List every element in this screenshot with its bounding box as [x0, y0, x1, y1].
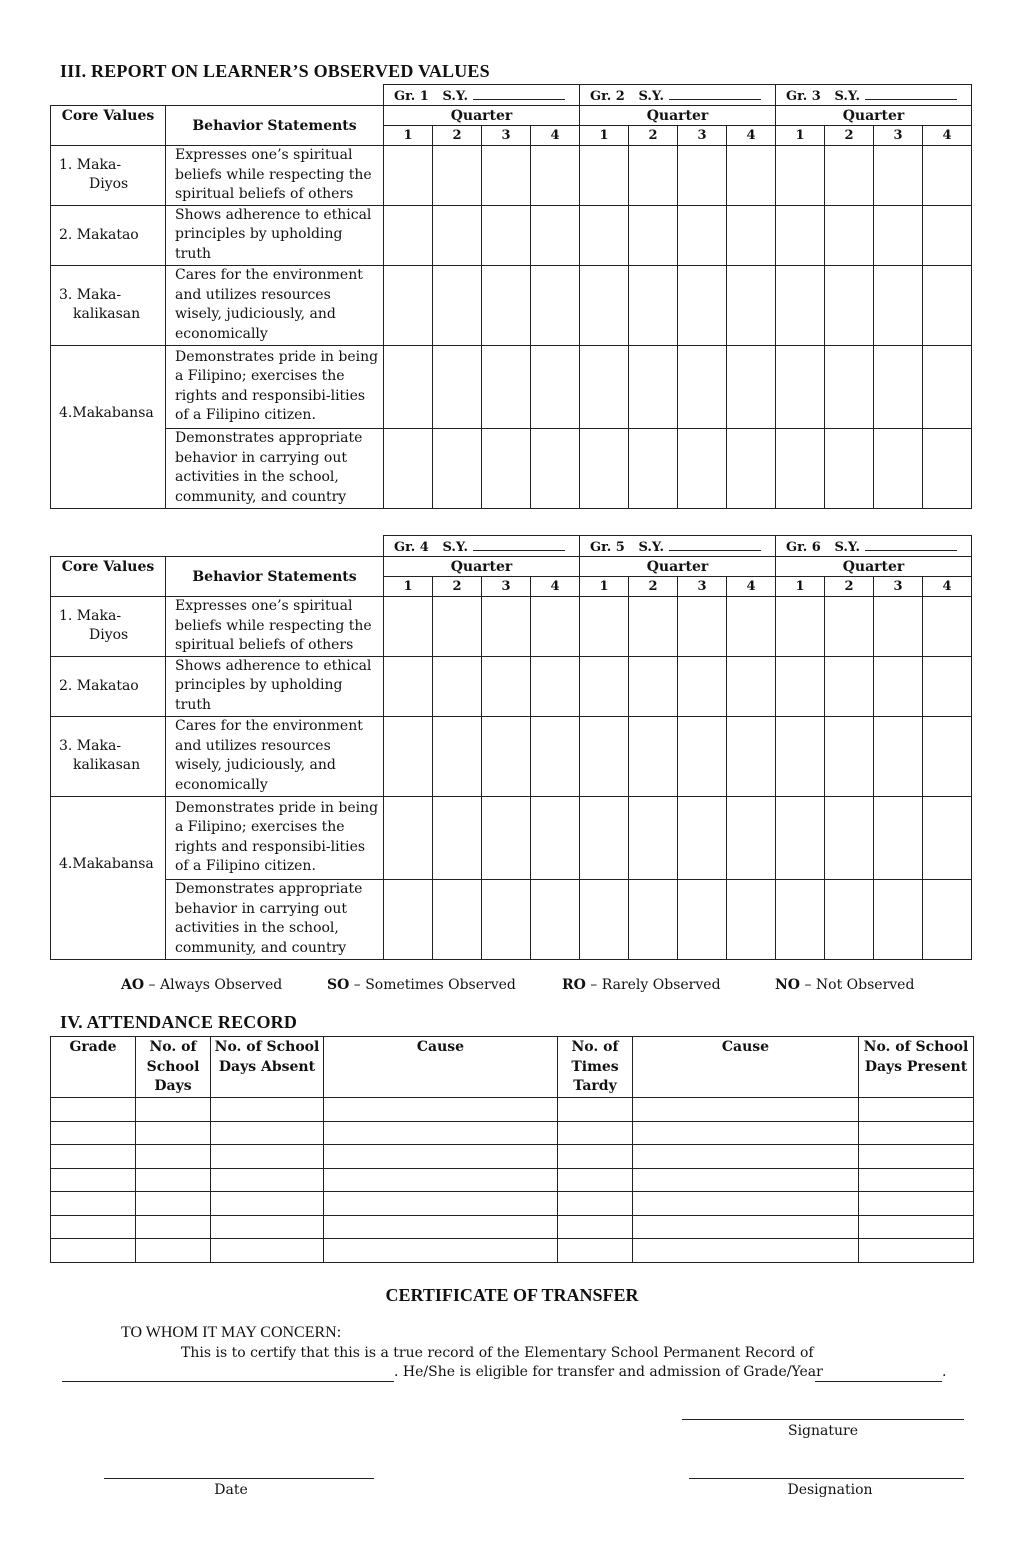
attendance-cell[interactable]	[211, 1145, 324, 1169]
legend-ao: AO – Always Observed	[121, 977, 283, 993]
attendance-cell[interactable]	[324, 1192, 558, 1216]
attendance-cell[interactable]	[51, 1121, 136, 1145]
attendance-cell[interactable]	[633, 1168, 859, 1192]
attendance-cell[interactable]	[324, 1168, 558, 1192]
rating-cell[interactable]	[727, 796, 776, 879]
header-cause-tardy: Cause	[633, 1037, 859, 1098]
attendance-cell[interactable]	[859, 1145, 974, 1169]
attendance-cell[interactable]	[324, 1121, 558, 1145]
behavior-statement: Cares for the environment and utilizes resources wisely, judiciously, and economically	[166, 265, 384, 345]
behavior-statement: Demonstrates pride in being a Filipino; exercises the rights and responsibi-lities of a Filipino citizen.	[166, 345, 384, 428]
rating-cell[interactable]	[776, 265, 825, 345]
attendance-section-title: IV. ATTENDANCE RECORD	[60, 1012, 298, 1032]
rating-cell[interactable]	[482, 146, 531, 206]
quarter-number: 2	[433, 577, 482, 597]
rating-cell[interactable]	[531, 796, 580, 879]
rating-cell[interactable]	[825, 146, 874, 206]
core-value-cell: 3. Maka- kalikasan	[51, 265, 166, 345]
core-value-cell: 2. Makatao	[51, 656, 166, 716]
rating-cell[interactable]	[433, 656, 482, 716]
quarter-number: 2	[825, 577, 874, 597]
rating-cell[interactable]	[825, 428, 874, 508]
quarter-number: 4	[531, 577, 580, 597]
attendance-header-row	[51, 1037, 974, 1098]
attendance-cell[interactable]	[859, 1215, 974, 1239]
quarter-number: 3	[678, 126, 727, 146]
rating-cell[interactable]	[825, 597, 874, 657]
attendance-cell[interactable]	[211, 1168, 324, 1192]
date-line	[104, 1478, 374, 1479]
rating-cell[interactable]	[727, 205, 776, 265]
attendance-table	[50, 1036, 974, 1263]
core-values-header: Core Values	[51, 557, 166, 597]
quarter-number: 1	[776, 126, 825, 146]
value-row	[51, 428, 972, 508]
school-year-blank	[865, 87, 957, 100]
attendance-cell[interactable]	[136, 1215, 211, 1239]
rating-cell[interactable]	[776, 205, 825, 265]
rating-cell[interactable]	[825, 879, 874, 959]
rating-cell[interactable]	[384, 796, 433, 879]
rating-cell[interactable]	[825, 716, 874, 796]
rating-cell[interactable]	[678, 146, 727, 206]
value-row	[51, 796, 972, 879]
quarter-header-row	[51, 106, 972, 126]
attendance-row	[51, 1145, 974, 1169]
rating-cell[interactable]	[531, 345, 580, 428]
quarter-number: 2	[629, 126, 678, 146]
rating-cell[interactable]	[776, 345, 825, 428]
designation-label: Designation	[787, 1482, 873, 1498]
rating-cell[interactable]	[433, 879, 482, 959]
quarter-number: 4	[923, 577, 972, 597]
rating-cell[interactable]	[629, 879, 678, 959]
attendance-cell[interactable]	[136, 1098, 211, 1122]
rating-cell[interactable]	[776, 656, 825, 716]
grade-year-blank	[815, 1381, 942, 1382]
rating-cell[interactable]	[580, 716, 629, 796]
value-row	[51, 597, 972, 657]
rating-cell[interactable]	[531, 205, 580, 265]
rating-cell[interactable]	[580, 597, 629, 657]
rating-cell[interactable]	[629, 146, 678, 206]
quarter-number: 1	[384, 577, 433, 597]
rating-cell[interactable]	[874, 796, 923, 879]
attendance-cell[interactable]	[558, 1098, 633, 1122]
behavior-statement: Demonstrates appropriate behavior in carrying out activities in the school, community, and country	[166, 879, 384, 959]
behavior-statements-header: Behavior Statements	[166, 106, 384, 146]
quarter-number: 1	[580, 126, 629, 146]
quarter-number: 4	[531, 126, 580, 146]
rating-cell[interactable]	[629, 716, 678, 796]
grade-sy-header: Gr. 3 S.Y.	[776, 85, 972, 106]
rating-cell[interactable]	[678, 345, 727, 428]
attendance-cell[interactable]	[558, 1239, 633, 1263]
school-year-blank	[669, 87, 761, 100]
certificate-line-2-end: .	[942, 1364, 947, 1380]
school-year-blank	[865, 538, 957, 551]
rating-cell[interactable]	[580, 428, 629, 508]
attendance-cell[interactable]	[51, 1145, 136, 1169]
quarter-number: 3	[678, 577, 727, 597]
rating-cell[interactable]	[384, 879, 433, 959]
school-year-blank	[473, 538, 565, 551]
school-year-blank	[473, 87, 565, 100]
rating-cell[interactable]	[727, 345, 776, 428]
rating-cell[interactable]	[874, 597, 923, 657]
rating-cell[interactable]	[825, 205, 874, 265]
value-row	[51, 716, 972, 796]
rating-cell[interactable]	[433, 146, 482, 206]
quarter-label: Quarter	[776, 106, 972, 126]
attendance-cell[interactable]	[211, 1192, 324, 1216]
rating-cell[interactable]	[678, 656, 727, 716]
grade-header-row	[51, 85, 972, 106]
quarter-number: 1	[580, 577, 629, 597]
behavior-statement: Expresses one’s spiritual beliefs while respecting the spiritual beliefs of others	[166, 146, 384, 206]
rating-cell[interactable]	[678, 205, 727, 265]
quarter-label: Quarter	[384, 106, 580, 126]
rating-cell[interactable]	[923, 345, 972, 428]
attendance-cell[interactable]	[51, 1098, 136, 1122]
attendance-cell[interactable]	[859, 1192, 974, 1216]
grade-sy-header: Gr. 4 S.Y.	[384, 536, 580, 557]
rating-cell[interactable]	[433, 205, 482, 265]
rating-cell[interactable]	[727, 716, 776, 796]
rating-cell[interactable]	[482, 796, 531, 879]
rating-cell[interactable]	[727, 428, 776, 508]
quarter-number: 2	[629, 577, 678, 597]
rating-cell[interactable]	[482, 265, 531, 345]
rating-cell[interactable]	[923, 656, 972, 716]
legend-ro: RO – Rarely Observed	[562, 977, 721, 993]
grade-header-row	[51, 536, 972, 557]
attendance-cell[interactable]	[859, 1168, 974, 1192]
attendance-row	[51, 1121, 974, 1145]
rating-cell[interactable]	[531, 146, 580, 206]
rating-cell[interactable]	[482, 656, 531, 716]
rating-cell[interactable]	[384, 265, 433, 345]
attendance-row	[51, 1098, 974, 1122]
attendance-cell[interactable]	[51, 1239, 136, 1263]
attendance-cell[interactable]	[633, 1121, 859, 1145]
quarter-number: 4	[727, 577, 776, 597]
behavior-statement: Expresses one’s spiritual beliefs while respecting the spiritual beliefs of others	[166, 597, 384, 657]
rating-cell[interactable]	[923, 146, 972, 206]
rating-cell[interactable]	[482, 205, 531, 265]
attendance-cell[interactable]	[136, 1145, 211, 1169]
quarter-label: Quarter	[580, 106, 776, 126]
rating-cell[interactable]	[629, 345, 678, 428]
quarter-number: 2	[825, 126, 874, 146]
attendance-row	[51, 1192, 974, 1216]
certificate-title: CERTIFICATE OF TRANSFER	[385, 1285, 639, 1305]
rating-cell[interactable]	[384, 716, 433, 796]
core-value-cell: 3. Maka- kalikasan	[51, 716, 166, 796]
rating-cell[interactable]	[580, 796, 629, 879]
quarter-label: Quarter	[776, 557, 972, 577]
rating-cell[interactable]	[874, 265, 923, 345]
attendance-cell[interactable]	[859, 1098, 974, 1122]
value-row	[51, 345, 972, 428]
behavior-statement: Demonstrates pride in being a Filipino; exercises the rights and responsibi-lities of a Filipino citizen.	[166, 796, 384, 879]
attendance-cell[interactable]	[633, 1215, 859, 1239]
attendance-cell[interactable]	[558, 1215, 633, 1239]
header-school-days: No. of School Days	[136, 1037, 211, 1098]
value-row	[51, 656, 972, 716]
behavior-statement: Shows adherence to ethical principles by upholding truth	[166, 656, 384, 716]
rating-cell[interactable]	[874, 146, 923, 206]
attendance-cell[interactable]	[558, 1168, 633, 1192]
quarter-number: 1	[776, 577, 825, 597]
rating-cell[interactable]	[727, 265, 776, 345]
rating-cell[interactable]	[923, 796, 972, 879]
value-row	[51, 879, 972, 959]
quarter-number: 3	[482, 126, 531, 146]
attendance-cell[interactable]	[211, 1215, 324, 1239]
attendance-cell[interactable]	[633, 1098, 859, 1122]
attendance-cell[interactable]	[324, 1098, 558, 1122]
rating-cell[interactable]	[433, 716, 482, 796]
attendance-row	[51, 1168, 974, 1192]
rating-cell[interactable]	[531, 716, 580, 796]
attendance-cell[interactable]	[558, 1192, 633, 1216]
rating-cell[interactable]	[678, 879, 727, 959]
quarter-number: 4	[727, 126, 776, 146]
header-days-present: No. of School Days Present	[859, 1037, 974, 1098]
rating-cell[interactable]	[727, 656, 776, 716]
attendance-cell[interactable]	[558, 1145, 633, 1169]
rating-cell[interactable]	[580, 146, 629, 206]
rating-cell[interactable]	[580, 205, 629, 265]
attendance-cell[interactable]	[633, 1192, 859, 1216]
legend-so: SO – Sometimes Observed	[327, 977, 516, 993]
attendance-cell[interactable]	[859, 1121, 974, 1145]
rating-cell[interactable]	[825, 796, 874, 879]
rating-cell[interactable]	[923, 428, 972, 508]
attendance-cell[interactable]	[136, 1121, 211, 1145]
attendance-row	[51, 1239, 974, 1263]
rating-cell[interactable]	[629, 265, 678, 345]
rating-cell[interactable]	[384, 205, 433, 265]
rating-cell[interactable]	[384, 597, 433, 657]
quarter-label: Quarter	[580, 557, 776, 577]
quarter-number: 3	[874, 126, 923, 146]
rating-cell[interactable]	[678, 796, 727, 879]
attendance-cell[interactable]	[51, 1215, 136, 1239]
rating-cell[interactable]	[531, 879, 580, 959]
rating-cell[interactable]	[482, 428, 531, 508]
rating-cell[interactable]	[776, 879, 825, 959]
behavior-statement: Cares for the environment and utilizes resources wisely, judiciously, and economically	[166, 716, 384, 796]
rating-cell[interactable]	[433, 345, 482, 428]
rating-cell[interactable]	[727, 597, 776, 657]
rating-cell[interactable]	[825, 345, 874, 428]
date-label: Date	[214, 1482, 248, 1498]
header-cause-absent: Cause	[324, 1037, 558, 1098]
rating-cell[interactable]	[629, 656, 678, 716]
behavior-statements-header: Behavior Statements	[166, 557, 384, 597]
value-row	[51, 205, 972, 265]
certificate-line-1: This is to certify that this is a true record of the Elementary School Permanent Record of	[181, 1345, 814, 1361]
rating-cell[interactable]	[923, 716, 972, 796]
attendance-cell[interactable]	[136, 1239, 211, 1263]
rating-cell[interactable]	[482, 716, 531, 796]
rating-cell[interactable]	[874, 716, 923, 796]
rating-cell[interactable]	[923, 205, 972, 265]
rating-cell[interactable]	[776, 796, 825, 879]
rating-cell[interactable]	[874, 345, 923, 428]
rating-cell[interactable]	[629, 597, 678, 657]
rating-cell[interactable]	[776, 146, 825, 206]
rating-cell[interactable]	[531, 428, 580, 508]
core-value-cell: 2. Makatao	[51, 205, 166, 265]
rating-cell[interactable]	[482, 597, 531, 657]
rating-cell[interactable]	[727, 146, 776, 206]
rating-cell[interactable]	[433, 597, 482, 657]
designation-line	[689, 1478, 964, 1479]
attendance-cell[interactable]	[51, 1192, 136, 1216]
rating-cell[interactable]	[482, 345, 531, 428]
certificate-line-2: . He/She is eligible for transfer and admission of Grade/Year	[394, 1364, 823, 1380]
attendance-cell[interactable]	[324, 1145, 558, 1169]
rating-cell[interactable]	[384, 345, 433, 428]
rating-cell[interactable]	[874, 205, 923, 265]
header-days-absent: No. of School Days Absent	[211, 1037, 324, 1098]
grade-sy-header: Gr. 6 S.Y.	[776, 536, 972, 557]
signature-line	[682, 1419, 964, 1420]
rating-cell[interactable]	[678, 716, 727, 796]
attendance-cell[interactable]	[51, 1168, 136, 1192]
rating-cell[interactable]	[629, 205, 678, 265]
rating-cell[interactable]	[678, 265, 727, 345]
rating-cell[interactable]	[874, 656, 923, 716]
quarter-number: 3	[482, 577, 531, 597]
grade-sy-header: Gr. 2 S.Y.	[580, 85, 776, 106]
grade-sy-header: Gr. 5 S.Y.	[580, 536, 776, 557]
header-grade: Grade	[51, 1037, 136, 1098]
quarter-label: Quarter	[384, 557, 580, 577]
grade-sy-header: Gr. 1 S.Y.	[384, 85, 580, 106]
rating-cell[interactable]	[678, 428, 727, 508]
attendance-cell[interactable]	[136, 1192, 211, 1216]
rating-cell[interactable]	[629, 796, 678, 879]
values-table-grades-4-6	[50, 535, 972, 960]
rating-cell[interactable]	[629, 428, 678, 508]
attendance-cell[interactable]	[633, 1145, 859, 1169]
rating-cell[interactable]	[531, 265, 580, 345]
header-times-tardy: No. of Times Tardy	[558, 1037, 633, 1098]
quarter-number: 4	[923, 126, 972, 146]
rating-cell[interactable]	[531, 656, 580, 716]
legend-no: NO – Not Observed	[775, 977, 915, 993]
attendance-row	[51, 1215, 974, 1239]
attendance-cell[interactable]	[211, 1098, 324, 1122]
core-value-cell: 4.Makabansa	[51, 345, 166, 508]
attendance-cell[interactable]	[633, 1239, 859, 1263]
rating-cell[interactable]	[580, 345, 629, 428]
rating-cell[interactable]	[776, 428, 825, 508]
values-section-title: III. REPORT ON LEARNER’S OBSERVED VALUES	[60, 61, 490, 81]
signature-label: Signature	[787, 1423, 858, 1439]
core-value-cell: 1. Maka- Diyos	[51, 597, 166, 657]
behavior-statement: Shows adherence to ethical principles by upholding truth	[166, 205, 384, 265]
quarter-number: 3	[874, 577, 923, 597]
value-row	[51, 265, 972, 345]
quarter-header-row	[51, 557, 972, 577]
rating-cell[interactable]	[433, 796, 482, 879]
rating-cell[interactable]	[384, 656, 433, 716]
quarter-number: 2	[433, 126, 482, 146]
quarter-number: 1	[384, 126, 433, 146]
attendance-cell[interactable]	[211, 1121, 324, 1145]
school-year-blank	[669, 538, 761, 551]
rating-cell[interactable]	[727, 879, 776, 959]
attendance-cell[interactable]	[136, 1168, 211, 1192]
value-row	[51, 146, 972, 206]
rating-cell[interactable]	[923, 265, 972, 345]
rating-cell[interactable]	[923, 879, 972, 959]
rating-cell[interactable]	[433, 265, 482, 345]
values-table-grades-1-3	[50, 84, 972, 509]
core-value-cell: 4.Makabansa	[51, 796, 166, 959]
core-values-header: Core Values	[51, 106, 166, 146]
rating-cell[interactable]	[874, 428, 923, 508]
rating-cell[interactable]	[825, 656, 874, 716]
rating-cell[interactable]	[580, 656, 629, 716]
attendance-cell[interactable]	[211, 1239, 324, 1263]
rating-cell[interactable]	[384, 146, 433, 206]
behavior-statement: Demonstrates appropriate behavior in carrying out activities in the school, community, and country	[166, 428, 384, 508]
rating-cell[interactable]	[580, 879, 629, 959]
rating-cell[interactable]	[776, 597, 825, 657]
rating-cell[interactable]	[776, 716, 825, 796]
rating-cell[interactable]	[923, 597, 972, 657]
rating-cell[interactable]	[580, 265, 629, 345]
core-value-cell: 1. Maka- Diyos	[51, 146, 166, 206]
student-name-blank	[62, 1381, 394, 1382]
rating-cell[interactable]	[433, 428, 482, 508]
attendance-cell[interactable]	[324, 1215, 558, 1239]
rating-cell[interactable]	[482, 879, 531, 959]
attendance-cell[interactable]	[859, 1239, 974, 1263]
attendance-cell[interactable]	[558, 1121, 633, 1145]
rating-cell[interactable]	[825, 265, 874, 345]
rating-cell[interactable]	[874, 879, 923, 959]
certificate-salutation: TO WHOM IT MAY CONCERN:	[121, 1324, 342, 1341]
rating-cell[interactable]	[384, 428, 433, 508]
attendance-cell[interactable]	[324, 1239, 558, 1263]
rating-cell[interactable]	[531, 597, 580, 657]
rating-cell[interactable]	[678, 597, 727, 657]
